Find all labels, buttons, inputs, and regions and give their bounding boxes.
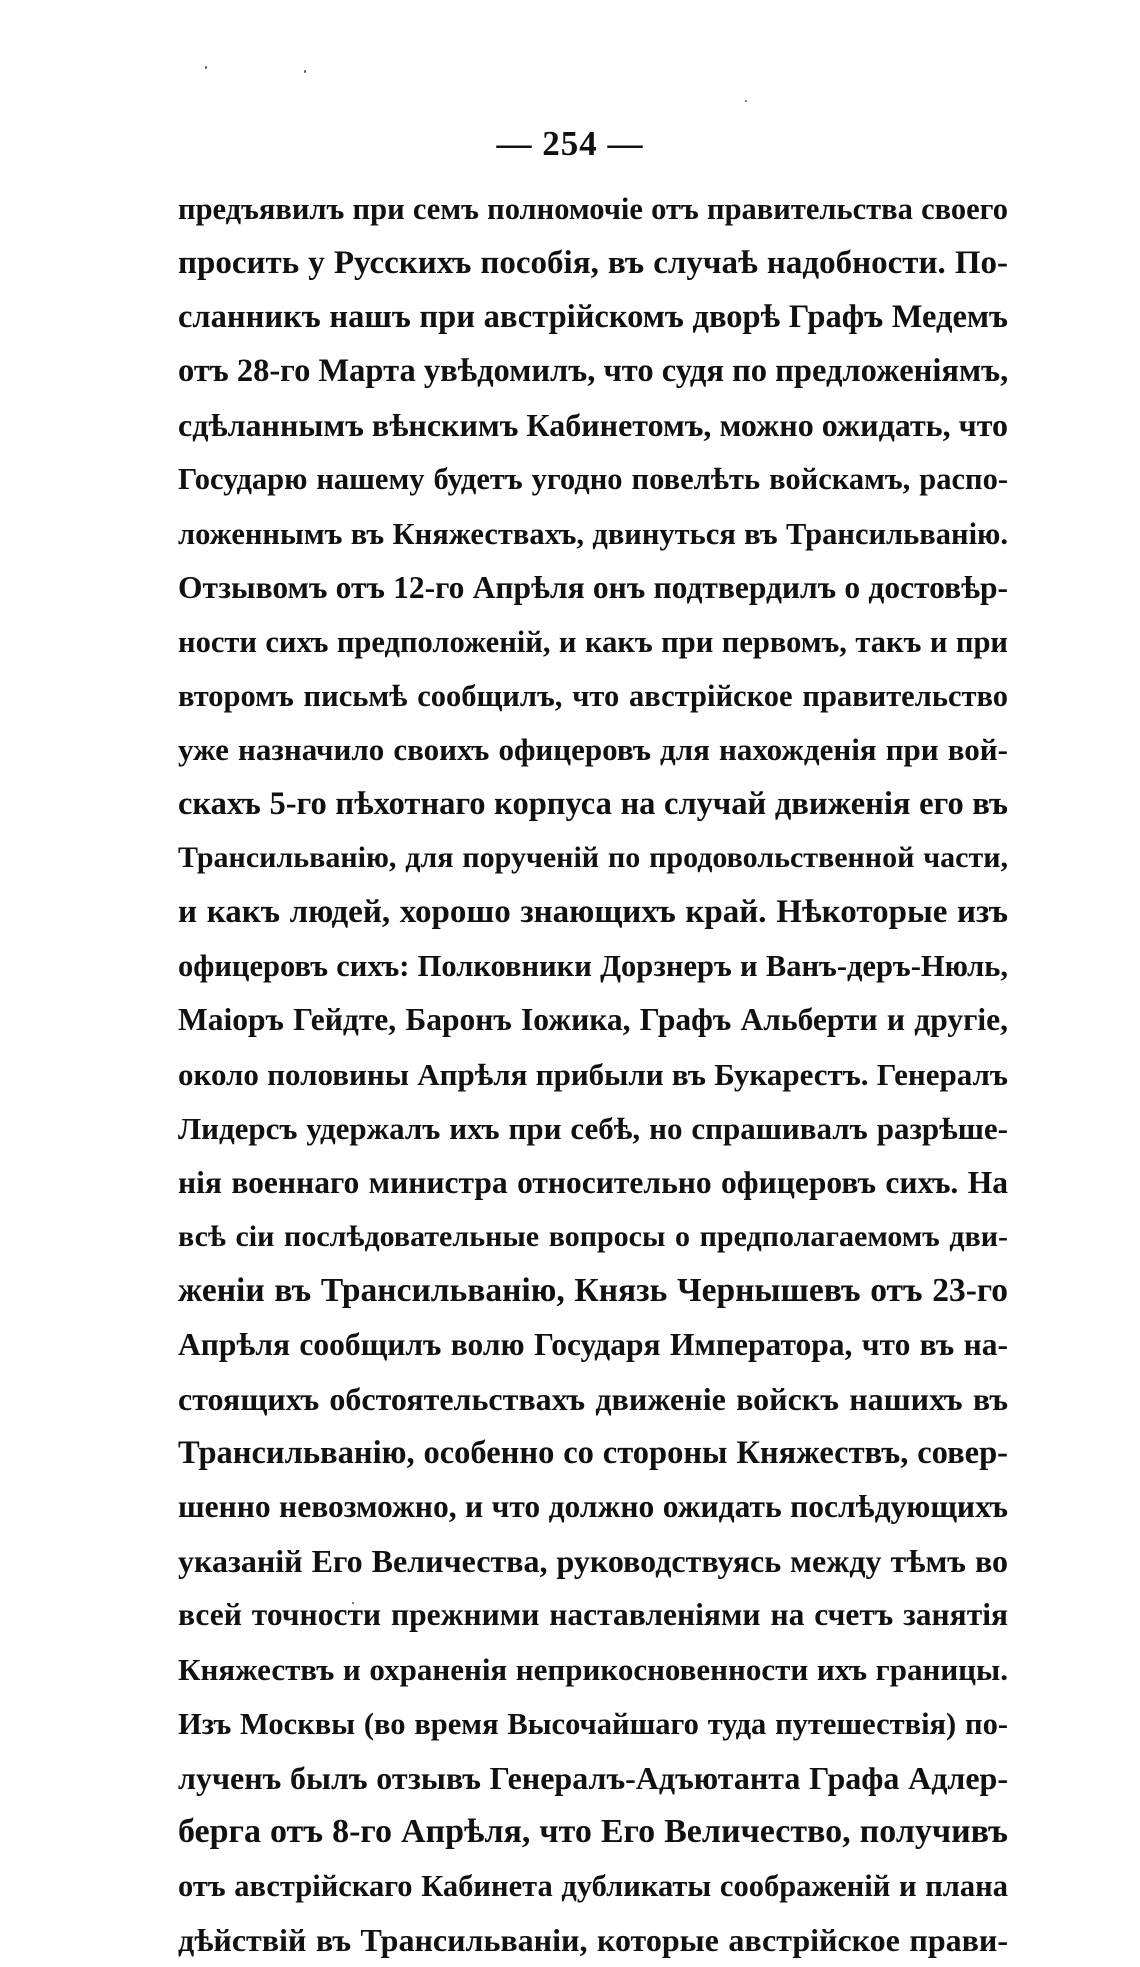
text-line: ложеннымъ въ Княжествахъ, двинуться въ Трансильванію. bbox=[178, 516, 1008, 551]
text-line: офицеровъ сихъ: Полковники Дорзнеръ и Ванъ-деръ-Нюль, bbox=[178, 949, 1008, 984]
text-line: Изъ Москвы (во время Высочайшаго туда путешествія) по- bbox=[178, 1706, 1008, 1741]
text-line: женіи въ Трансильванію, Князь Чернышевъ отъ 23-го bbox=[178, 1271, 1008, 1309]
text-line: отъ австрійскаго Кабинета дубликаты соображеній и плана bbox=[178, 1868, 1008, 1903]
text-line: Маіоръ Гейдте, Баронъ Іожика, Графъ Альберти и другіе, bbox=[178, 1002, 1008, 1038]
text-line: скахъ 5-го пѣхотнаго корпуса на случай движенія его въ bbox=[178, 786, 1008, 823]
text-line: предъявилъ при семъ полномочіе отъ правительства своего bbox=[178, 192, 1008, 226]
text-line: Трансильванію, особенно со стороны Княжествъ, совер- bbox=[178, 1435, 1008, 1472]
text-line: стоящихъ обстоятельствахъ движеніе войскъ нашихъ въ bbox=[178, 1381, 1008, 1418]
text-line: отъ 28-го Марта увѣдомилъ, что судя по предложеніямъ, bbox=[178, 353, 1008, 390]
text-line: берга отъ 8-го Апрѣля, что Его Величество, получивъ bbox=[178, 1812, 1008, 1850]
text-line: ности сихъ предположеній, и какъ при первомъ, такъ и при bbox=[178, 624, 1008, 659]
paper-speck bbox=[205, 66, 207, 69]
text-line: Трансильванію, для порученій по продовольственной части, bbox=[178, 841, 1008, 875]
text-line: сдѣланнымъ вѣнскимъ Кабинетомъ, можно ожидать, что bbox=[178, 407, 1008, 444]
text-line: нія военнаго министра относительно офицеровъ сихъ. На bbox=[178, 1164, 1008, 1200]
text-line: всей точности прежними наставленіями на счетъ занятія bbox=[178, 1597, 1008, 1633]
text-line: около половины Апрѣля прибыли въ Букарестъ. Генералъ bbox=[178, 1056, 1008, 1092]
text-line: просить у Русскихъ пособія, въ случаѣ надобности. По- bbox=[178, 245, 1008, 282]
text-line: дѣйствій въ Трансильваніи, которые австрійское прави- bbox=[178, 1922, 1008, 1958]
text-line: лученъ былъ отзывъ Генералъ-Адъютанта Графа Адлер- bbox=[178, 1759, 1008, 1796]
text-line: Княжествъ и охраненія неприкосновенности ихъ границы. bbox=[178, 1651, 1008, 1687]
text-line: и какъ людей, хорошо знающихъ край. Нѣкоторые изъ bbox=[178, 894, 1008, 931]
page-number: — 254 — bbox=[496, 124, 644, 163]
text-line: уже назначило своихъ офицеровъ для нахожденія при вой- bbox=[178, 731, 1008, 767]
text-line: Апрѣля сообщилъ волю Государя Императора, что въ на- bbox=[178, 1326, 1008, 1362]
text-line: Лидерсъ удержалъ ихъ при себѣ, но спрашивалъ разрѣше- bbox=[178, 1110, 1008, 1146]
text-line: Отзывомъ отъ 12-го Апрѣля онъ подтвердилъ о достовѣр- bbox=[178, 569, 1008, 605]
text-line: сланникъ нашъ при австрійскомъ дворѣ Графъ Медемъ bbox=[178, 299, 1008, 336]
text-line: второмъ письмѣ сообщилъ, что австрійское правительство bbox=[178, 678, 1008, 713]
paper-speck bbox=[304, 70, 306, 73]
text-line: Государю нашему будетъ угодно повелѣть войскамъ, распо- bbox=[178, 462, 1008, 497]
paper-speck bbox=[745, 100, 747, 102]
text-line: указаній Его Величества, руководствуясь между тѣмъ во bbox=[178, 1543, 1008, 1580]
text-line: всѣ сіи послѣдовательные вопросы о предполагаемомъ дви- bbox=[178, 1219, 1008, 1253]
text-line: шенно невозможно, и что должно ожидать послѣдующихъ bbox=[178, 1489, 1008, 1525]
body-text bbox=[178, 182, 1008, 1967]
